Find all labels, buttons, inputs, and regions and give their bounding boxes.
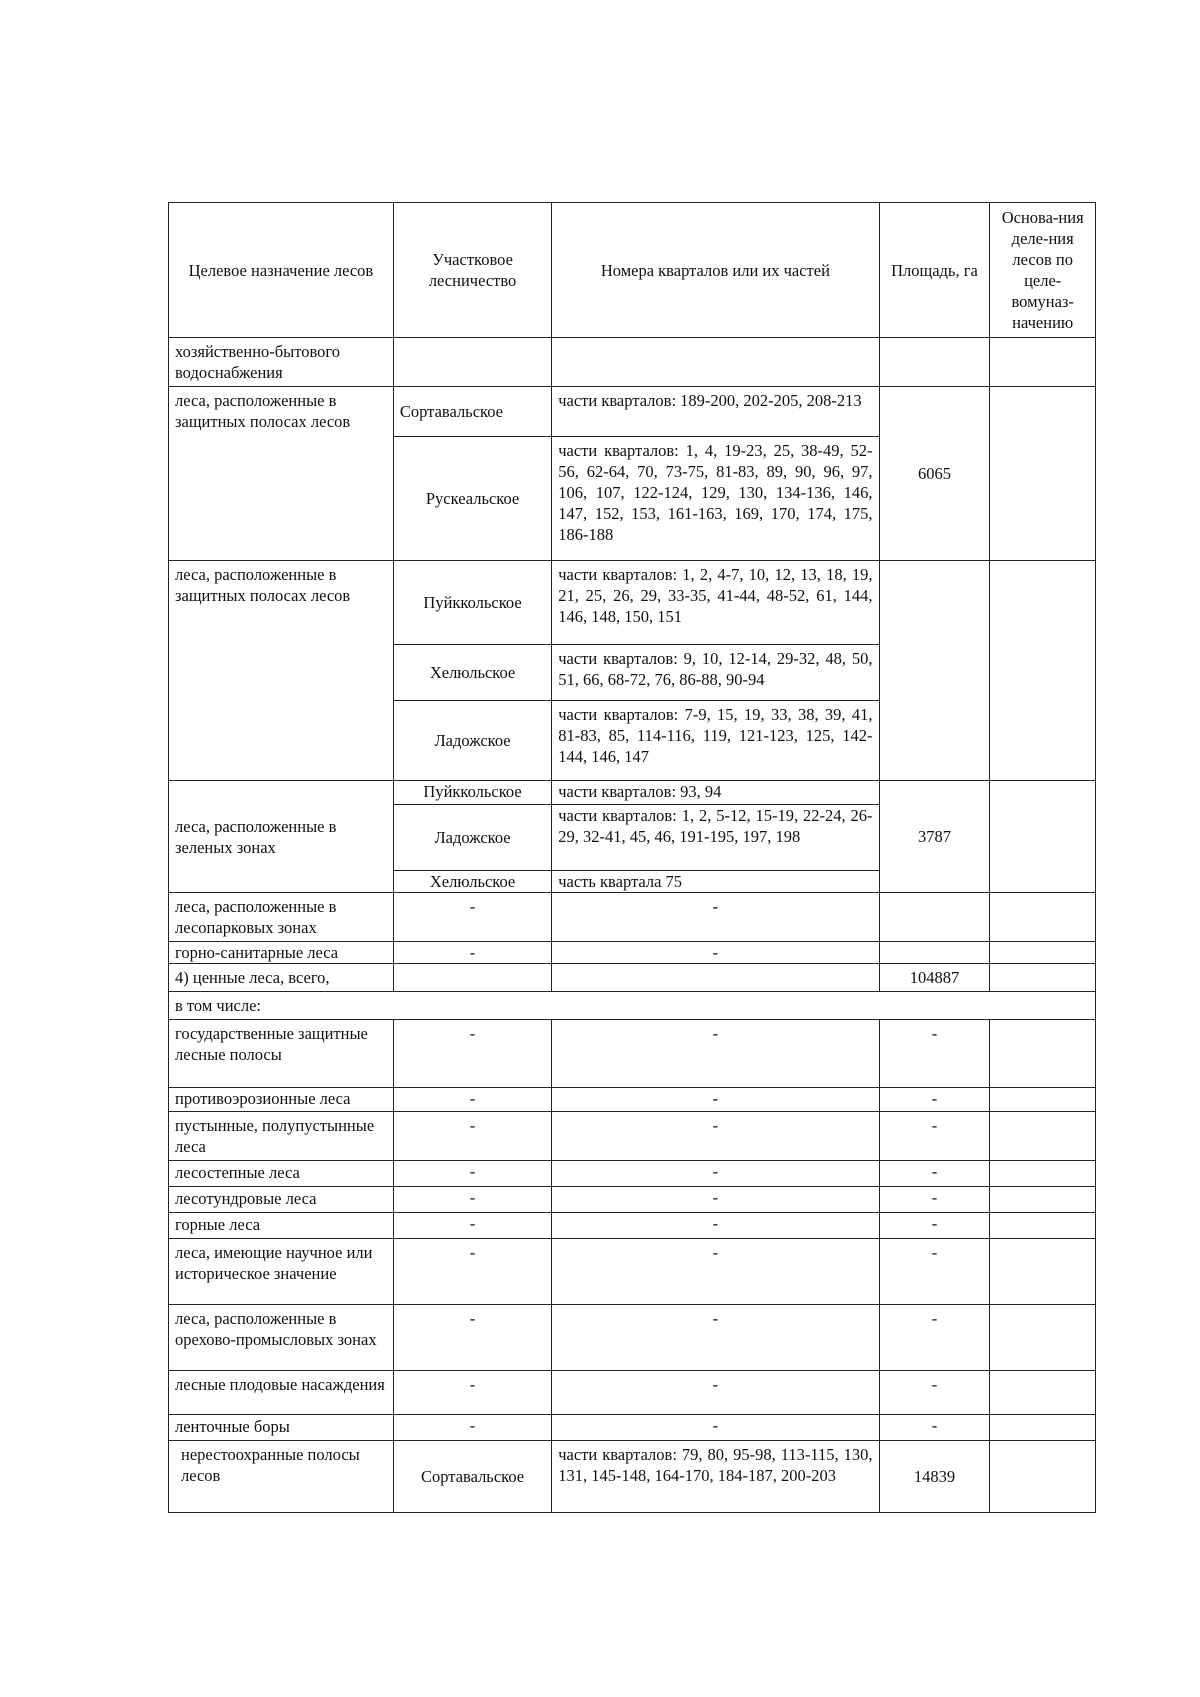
dash-cell: - (552, 1112, 879, 1161)
table-row (169, 1088, 1096, 1112)
dash-cell: - (393, 1415, 551, 1441)
area-cell: 3787 (879, 781, 990, 893)
table-row (169, 1020, 1096, 1088)
table-row (169, 942, 1096, 964)
dash-cell: - (393, 893, 551, 942)
header-forestry: Участковое лесничество (393, 203, 551, 338)
dash-cell: - (393, 1112, 551, 1161)
dash-cell: - (552, 1020, 879, 1088)
forestry-cell: Хелюльское (393, 645, 551, 701)
area-cell: 14839 (879, 1441, 990, 1513)
dash-cell: - (393, 942, 551, 964)
purpose-cell: пустынные, полупустынные леса (169, 1112, 394, 1161)
dash-cell: - (879, 1187, 990, 1213)
dash-cell: - (393, 1020, 551, 1088)
forestry-cell: Рускеальское (393, 437, 551, 561)
dash-cell: - (879, 1305, 990, 1371)
dash-cell: - (552, 1213, 879, 1239)
purpose-cell: противоэрозионные леса (169, 1088, 394, 1112)
section-label: в том числе: (169, 992, 1096, 1020)
quarters-cell: части кварталов: 93, 94 (552, 781, 879, 805)
purpose-cell: 4) ценные леса, всего, (169, 964, 394, 992)
dash-cell: - (879, 1020, 990, 1088)
table-row (169, 1161, 1096, 1187)
dash-cell: - (552, 1415, 879, 1441)
table-row (169, 893, 1096, 942)
purpose-cell: лесные плодовые насаждения (169, 1371, 394, 1415)
purpose-cell: леса, расположенные в орехово-промысловых зонах (169, 1305, 394, 1371)
purpose-cell: леса, имеющие научное или историческое значение (169, 1239, 394, 1305)
dash-cell: - (552, 1161, 879, 1187)
dash-cell: - (552, 1239, 879, 1305)
table-row (169, 387, 1096, 437)
dash-cell: - (879, 1161, 990, 1187)
dash-cell: - (393, 1187, 551, 1213)
table-row (169, 1187, 1096, 1213)
purpose-cell: леса, расположенные в защитных полосах лесов (169, 387, 394, 561)
dash-cell: - (552, 893, 879, 942)
dash-cell: - (552, 1371, 879, 1415)
header-quarters: Номера кварталов или их частей (552, 203, 879, 338)
purpose-cell: горно-санитарные леса (169, 942, 394, 964)
table-row (169, 781, 1096, 805)
header-purpose: Целевое назначение лесов (169, 203, 394, 338)
purpose-cell: леса, расположенные в защитных полосах лесов (169, 561, 394, 781)
quarters-cell: части кварталов: 189-200, 202-205, 208-213 (552, 387, 879, 437)
forestry-cell: Ладожское (393, 805, 551, 871)
area-cell: 104887 (879, 964, 990, 992)
table-row (169, 338, 1096, 387)
dash-cell: - (393, 1213, 551, 1239)
quarters-cell: части кварталов: 1, 4, 19-23, 25, 38-49, 52-56, 62-64, 70, 73-75, 81-83, 89, 90, 96, 97, 106, 107, 122-124, 129, 130, 134-136, 146, 147, 152, 153, 161-163, 169, 170, 174, 175, 186-188 (552, 437, 879, 561)
purpose-cell: нерестоохранные полосы лесов (169, 1441, 394, 1513)
header-basis: Основа-ния деле-ния лесов по целе-вомуназ-начению (990, 203, 1096, 338)
purpose-cell: лесостепные леса (169, 1161, 394, 1187)
dash-cell: - (879, 1415, 990, 1441)
forestry-cell: Сортавальское (393, 1441, 551, 1513)
dash-cell: - (393, 1305, 551, 1371)
dash-cell: - (552, 942, 879, 964)
table-row (169, 1112, 1096, 1161)
quarters-cell: части кварталов: 1, 2, 5-12, 15-19, 22-24, 26-29, 32-41, 45, 46, 191-195, 197, 198 (552, 805, 879, 871)
dash-cell: - (879, 1371, 990, 1415)
purpose-cell: лесотундровые леса (169, 1187, 394, 1213)
header-area: Площадь, га (879, 203, 990, 338)
table-header-row (169, 203, 1096, 338)
purpose-cell: государственные защитные лесные полосы (169, 1020, 394, 1088)
forestry-cell: Хелюльское (393, 871, 551, 893)
purpose-cell: леса, расположенные в зеленых зонах (169, 781, 394, 893)
quarters-cell: часть квартала 75 (552, 871, 879, 893)
dash-cell: - (879, 1088, 990, 1112)
quarters-cell: части кварталов: 79, 80, 95-98, 113-115, 130, 131, 145-148, 164-170, 184-187, 200-203 (552, 1441, 879, 1513)
forestry-cell: Ладожское (393, 701, 551, 781)
dash-cell: - (552, 1187, 879, 1213)
purpose-cell: ленточные боры (169, 1415, 394, 1441)
table-row (169, 1415, 1096, 1441)
forestry-cell: Сортавальское (393, 387, 551, 437)
dash-cell: - (393, 1239, 551, 1305)
dash-cell: - (879, 1213, 990, 1239)
dash-cell: - (393, 1371, 551, 1415)
quarters-cell: части кварталов: 9, 10, 12-14, 29-32, 48, 50, 51, 66, 68-72, 76, 86-88, 90-94 (552, 645, 879, 701)
forestry-cell: Пуйккольское (393, 561, 551, 645)
table-row (169, 964, 1096, 992)
dash-cell: - (393, 1161, 551, 1187)
forestry-cell: Пуйккольское (393, 781, 551, 805)
forest-purpose-table (168, 202, 1096, 1513)
dash-cell: - (879, 1239, 990, 1305)
table-row (169, 1371, 1096, 1415)
dash-cell: - (552, 1088, 879, 1112)
quarters-cell: части кварталов: 1, 2, 4-7, 10, 12, 13, 18, 19, 21, 25, 26, 29, 33-35, 41-44, 48-52, 61, 144, 146, 148, 150, 151 (552, 561, 879, 645)
table-row (169, 1441, 1096, 1513)
purpose-cell: хозяйственно-бытового водоснабжения (169, 338, 394, 387)
table-row (169, 1239, 1096, 1305)
table-row (169, 1305, 1096, 1371)
table-row (169, 1213, 1096, 1239)
dash-cell: - (552, 1305, 879, 1371)
purpose-cell: леса, расположенные в лесопарковых зонах (169, 893, 394, 942)
area-cell: 6065 (879, 387, 990, 561)
dash-cell: - (879, 1112, 990, 1161)
purpose-cell: горные леса (169, 1213, 394, 1239)
quarters-cell: части кварталов: 7-9, 15, 19, 33, 38, 39, 41, 81-83, 85, 114-116, 119, 121-123, 125, 142-144, 146, 147 (552, 701, 879, 781)
table-row (169, 992, 1096, 1020)
table-row (169, 561, 1096, 645)
dash-cell: - (393, 1088, 551, 1112)
